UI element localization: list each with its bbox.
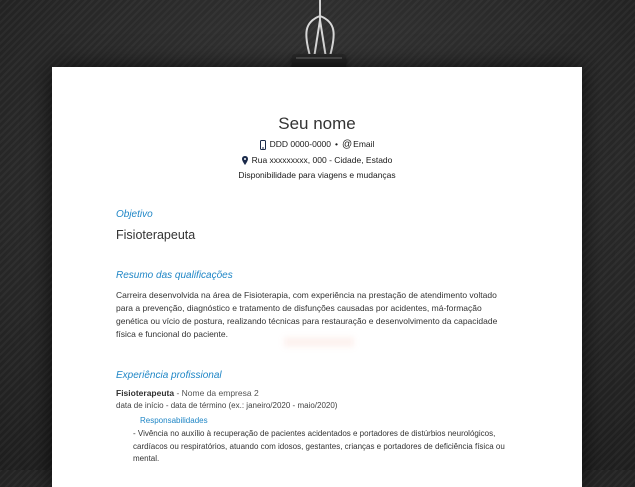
contact-separator: • [335, 139, 338, 149]
section-title-summary: Resumo das qualificações [116, 270, 233, 281]
responsibilities-text: - Vivência no auxílio à recuperação de pacientes acidentados e portadores de distúrbios neurológicos, cardíacos ou respiratórios, atuando com idosos, gestantes, crianças e portadores de deficiência física ou mental. [133, 429, 505, 463]
objective-text: Fisioterapeuta [116, 228, 196, 242]
contact-line-phone-email [52, 139, 582, 150]
address-text: Rua xxxxxxxxx, 000 - Cidade, Estado [251, 155, 393, 165]
email-icon: @ [342, 139, 353, 150]
section-title-experience: Experiência profissional [116, 370, 222, 381]
email-text: Email [353, 139, 375, 149]
section-title-objective: Objetivo [116, 209, 153, 220]
resume-page [52, 67, 582, 487]
phone-text: DDD 0000-0000 [269, 139, 332, 149]
resume-name: Seu nome [278, 114, 356, 133]
job-title-line [116, 388, 259, 398]
location-pin-icon [242, 156, 248, 165]
job-dates: data de início - data de término (ex.: janeiro/2020 - maio/2020) [116, 401, 338, 410]
availability-text: Disponibilidade para viagens e mudanças [238, 170, 396, 180]
phone-icon [260, 140, 266, 150]
contact-line-address [52, 155, 582, 165]
responsibilities-label: Responsabilidades [140, 416, 208, 425]
company-name: - Nome da empresa 2 [174, 388, 259, 398]
job-title: Fisioterapeuta [116, 388, 175, 398]
summary-text: Carreira desenvolvida na área de Fisioterapia, com experiência na prestação de atendimento voltado para a prevenção, diagnóstico e tratamento de disfunções causadas por acidentes, má-formação genética ou vício de postura, realizando técnicas para restauração e desenvolvimento da capacidade física e funcional do paciente. [116, 290, 498, 339]
